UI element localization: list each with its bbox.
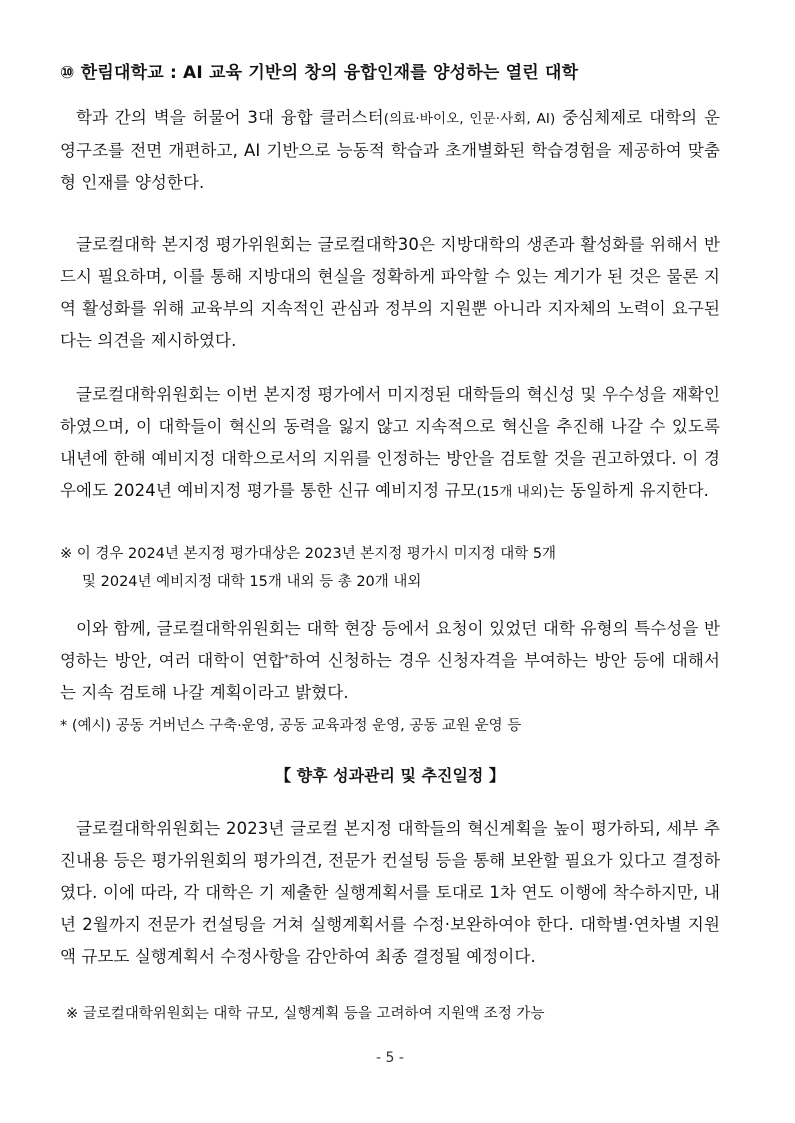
note-funding-adjustment: ※ 글로컬대학위원회는 대학 규모, 실행계획 등을 고려하여 지원액 조정 가능 bbox=[66, 1006, 545, 1022]
paragraph-glocal-text-a: 글로컬대학위원회는 이번 본지정 평가에서 미지정된 대학들의 혁신성 및 우수성을 재확인하였으며, 이 대학들이 혁신의 동력을 잃지 않고 지속적으로 혁신을 추진해 나갈 수 있도록 내년에 한해 예비지정 대학으로서의 지위를 인정하는 방안을 검토할 것을 권고하였다. 이 경우에도 2024년 예비지정 평가를 통한 신규 예비지정 규모 bbox=[60, 385, 720, 500]
paragraph-glocal-text-c: 는 동일하게 유지한다. bbox=[548, 481, 709, 500]
paragraph-university-types bbox=[60, 613, 720, 709]
paragraph-hallym-clusters: (의료·바이오, 인문·사회, AI) bbox=[383, 111, 556, 127]
paragraph-hallym-text-a: 학과 간의 벽을 허물어 3대 융합 클러스터 bbox=[76, 108, 384, 127]
paragraph-glocal-scale: (15개 내외) bbox=[476, 484, 549, 500]
paragraph-evaluation-committee: 글로컬대학 본지정 평가위원회는 글로컬대학30은 지방대학의 생존과 활성화를 위해서 반드시 필요하며, 이를 통해 지방대의 현실을 정확하게 파악할 수 있는 계기가 된 것은 물론 지역 활성화를 위해 교육부의 지속적인 관심과 정부의 지원뿐 아니라 지자체의 노력이 요구된다는 의견을 제시하였다. bbox=[60, 235, 720, 350]
paragraph-types-text-a: 이와 함께, 글로컬대학위원회는 대학 현장 등에서 요청이 있었던 대학 유형의 특수성을 반영하는 방안, 여러 대학이 연합 bbox=[60, 619, 720, 670]
subsection-heading: 【 향후 성과관리 및 추진일정 】 bbox=[275, 766, 505, 785]
paragraph-performance-management: 글로컬대학위원회는 2023년 글로컬 본지정 대학들의 혁신계획을 높이 평가하되, 세부 추진내용 등은 평가위원회의 평가의견, 전문가 컨설팅 등을 통해 보완할 필요가 있다고 결정하였다. 이에 따라, 각 대학은 기 제출한 실행계획서를 토대로 1차 연도 이행에 착수하지만, 내년 2월까지 전문가 컨설팅을 거쳐 실행계획서를 수정·보완하여야 한다. 대학별·연차별 지원액 규모도 실행계획서 수정사항을 감안하여 최종 결정될 예정이다. bbox=[60, 819, 720, 966]
footnote-marker: * bbox=[284, 653, 290, 664]
note-2024-evaluation bbox=[60, 540, 720, 596]
paragraph-hallym bbox=[60, 102, 720, 199]
page-number: - 5 - bbox=[376, 1050, 404, 1066]
paragraph-glocal-committee bbox=[60, 379, 720, 508]
section-heading: ⑩ 한림대학교 : AI 교육 기반의 창의 융합인재를 양성하는 열린 대학 bbox=[60, 63, 579, 83]
note-line-1: ※ 이 경우 2024년 본지정 평가대상은 2023년 본지정 평가시 미지정 대학 5개 bbox=[60, 546, 557, 562]
note-line-2: 및 2024년 예비지정 대학 15개 내외 등 총 20개 내외 bbox=[82, 574, 422, 590]
paragraph-types-text-b: 하여 신청하는 경우 신청자격을 부여하는 방안 등에 대해서는 지속 검토해 나갈 계획이라고 밝혔다. bbox=[60, 651, 720, 702]
footnote-example: * (예시) 공동 거버넌스 구축·운영, 공동 교육과정 운영, 공동 교원 운영 등 bbox=[60, 718, 522, 734]
paragraph-hallym-text-c: 중심체제로 대학의 운영구조를 전면 개편하고, AI 기반으로 능동적 학습과 초개별화된 학습경험을 제공하여 맞춤형 인재를 양성한다. bbox=[60, 108, 720, 192]
